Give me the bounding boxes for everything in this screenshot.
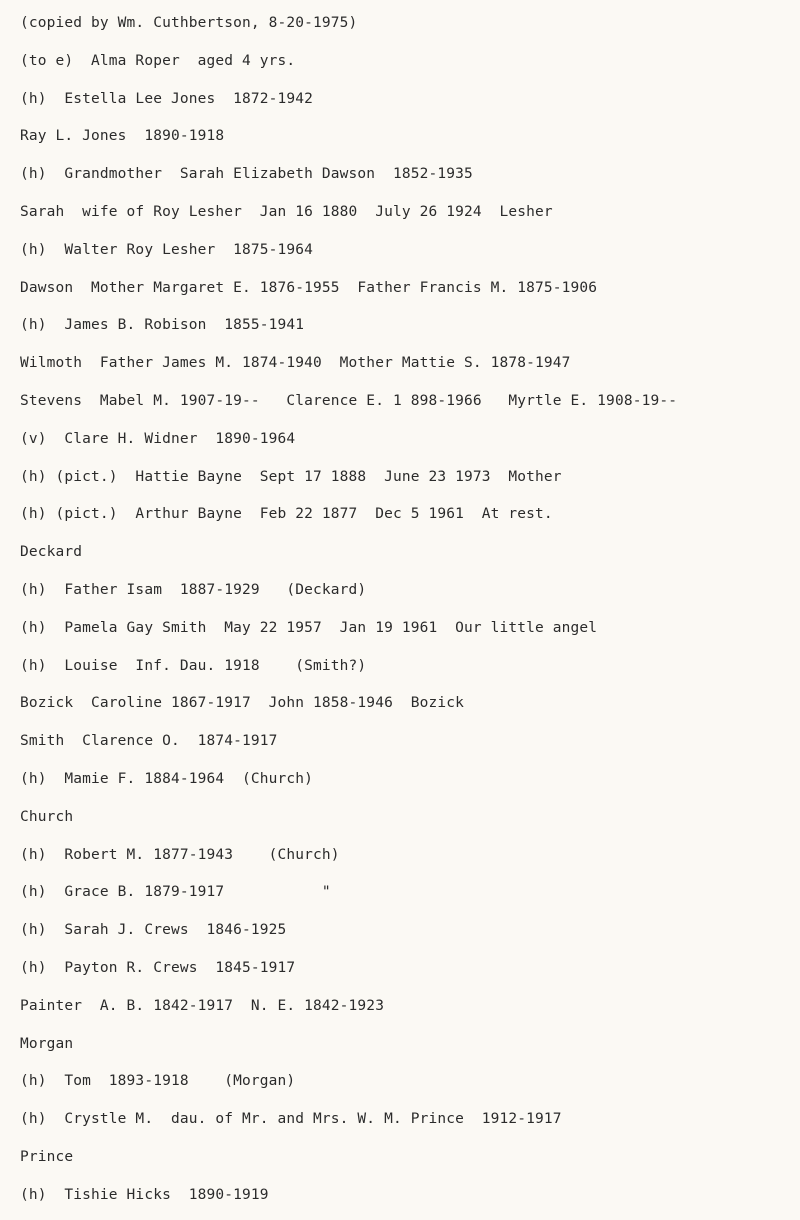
record-line: (h) Tishie Hicks 1890-1919 (20, 1186, 269, 1203)
record-line: (h) (pict.) Arthur Bayne Feb 22 1877 Dec 5 1961 At rest. (20, 506, 553, 523)
record-line: Sarah wife of Roy Lesher Jan 16 1880 July 26 1924 Lesher (20, 203, 553, 220)
document-lines (20, 10, 795, 1220)
record-line: (h) Father Isam 1887-1929 (Deckard) (20, 581, 367, 598)
family-heading-line: Church (20, 808, 74, 825)
record-line: (h) James B. Robison 1855-1941 (20, 317, 305, 334)
copy-note-line: (copied by Wm. Cuthbertson, 8-20-1975) (20, 15, 358, 31)
record-line: (h) Grandmother Sarah Elizabeth Dawson 1852-1935 (20, 166, 473, 183)
record-line: (to e) Alma Roper aged 4 yrs. (20, 52, 296, 69)
record-line: (h) Robert M. 1877-1943 (Church) (20, 846, 340, 863)
record-line: Smith Clarence O. 1874-1917 (20, 733, 278, 750)
record-line: (h) Sarah J. Crews 1846-1925 (20, 922, 287, 939)
record-line: Bozick Caroline 1867-1917 John 1858-1946 Bozick (20, 695, 464, 712)
record-line: (h) Crystle M. dau. of Mr. and Mrs. W. M. Prince 1912-1917 (20, 1111, 562, 1128)
record-line: (h) (pict.) Hattie Bayne Sept 17 1888 June 23 1973 Mother (20, 468, 562, 485)
record-line: (h) Tom 1893-1918 (Morgan) (20, 1073, 296, 1090)
family-heading-line: Prince (20, 1148, 74, 1165)
record-line: (h) Estella Lee Jones 1872-1942 (20, 90, 314, 107)
record-line: (h) Grace B. 1879-1917 " (20, 884, 331, 901)
record-line: (v) Clare H. Widner 1890-1964 (20, 430, 296, 447)
record-line: Wilmoth Father James M. 1874-1940 Mother Mattie S. 1878-1947 (20, 355, 571, 372)
record-line: Dawson Mother Margaret E. 1876-1955 Father Francis M. 1875-1906 (20, 279, 598, 296)
record-line: (h) Mamie F. 1884-1964 (Church) (20, 770, 314, 787)
record-line: (h) Louise Inf. Dau. 1918 (Smith?) (20, 657, 367, 674)
record-line: Stevens Mabel M. 1907-19-- Clarence E. 1 898-1966 Myrtle E. 1908-19-- (20, 392, 678, 409)
record-line: (h) Pamela Gay Smith May 22 1957 Jan 19 1961 Our little angel (20, 619, 598, 636)
family-heading-line: Deckard (20, 544, 83, 561)
record-line: (h) Payton R. Crews 1845-1917 (20, 959, 296, 976)
family-heading-line: Morgan (20, 1035, 74, 1052)
record-line: (h) Walter Roy Lesher 1875-1964 (20, 241, 314, 258)
record-line: Ray L. Jones 1890-1918 (20, 128, 225, 145)
record-line: Painter A. B. 1842-1917 N. E. 1842-1923 (20, 997, 385, 1014)
